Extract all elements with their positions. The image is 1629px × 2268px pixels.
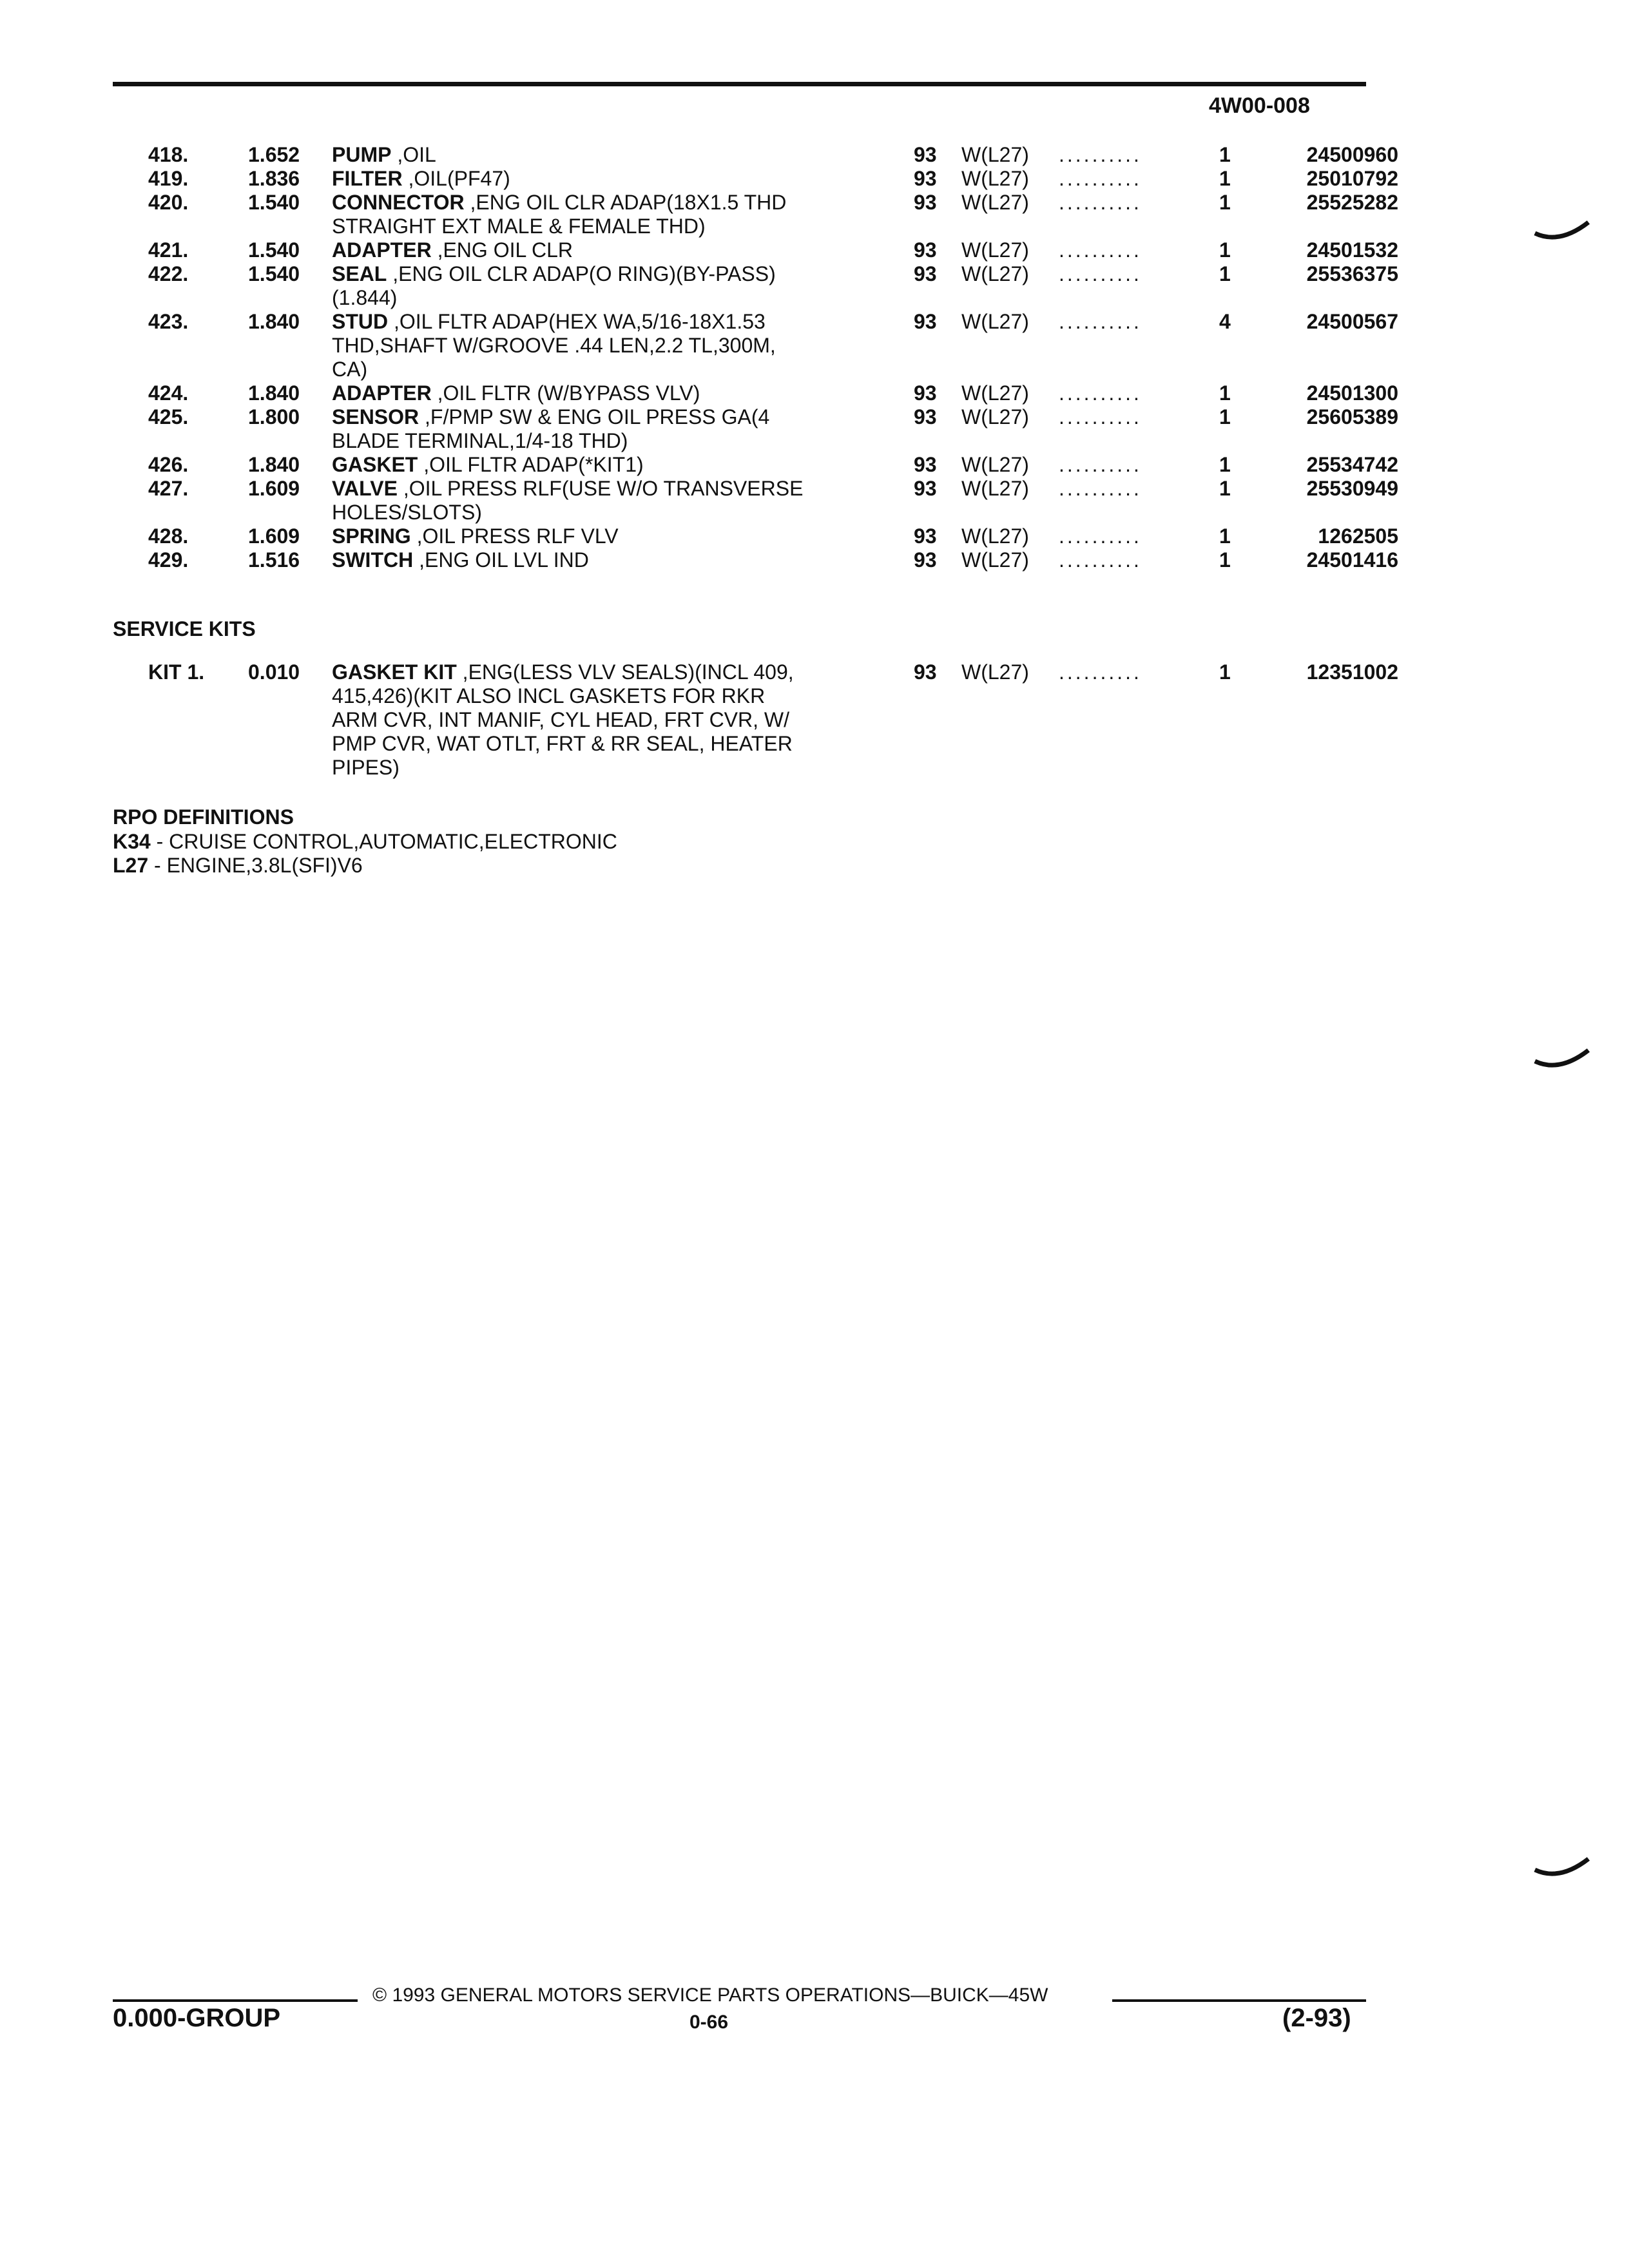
part-description bbox=[332, 524, 976, 548]
part-row bbox=[113, 524, 1398, 548]
part-row bbox=[113, 167, 1398, 191]
leader-dots: .......... bbox=[1059, 548, 1142, 572]
part-row bbox=[113, 405, 1398, 453]
part-name: FILTER bbox=[332, 167, 403, 190]
parts-list bbox=[113, 143, 1398, 572]
part-row bbox=[113, 477, 1398, 524]
usage-code: W(L27) bbox=[961, 167, 1029, 190]
part-detail: ,F/PMP SW & ENG OIL PRESS GA(4 BLADE TERMINAL,1/4-18 THD) bbox=[332, 405, 770, 452]
part-number: 25536375 bbox=[1306, 262, 1398, 285]
illustration-number: 1.836 bbox=[248, 167, 300, 190]
part-row bbox=[113, 548, 1398, 572]
illustration-number: 1.540 bbox=[248, 238, 300, 262]
item-number: 419. bbox=[148, 167, 189, 190]
part-description bbox=[332, 405, 976, 453]
part-name: SENSOR bbox=[332, 405, 419, 428]
part-row bbox=[113, 191, 1398, 238]
quantity: 1 bbox=[1219, 524, 1231, 548]
illustration-number: 0.010 bbox=[248, 660, 300, 684]
usage-code: W(L27) bbox=[961, 405, 1029, 428]
leader-dots: .......... bbox=[1059, 453, 1142, 476]
leader-dots: .......... bbox=[1059, 310, 1142, 333]
rpo-definition bbox=[113, 830, 617, 854]
quantity: 1 bbox=[1219, 453, 1231, 476]
rpo-code: L27 bbox=[113, 854, 149, 877]
rpo-text: - ENGINE,3.8L(SFI)V6 bbox=[148, 854, 363, 877]
part-row bbox=[113, 381, 1398, 405]
item-number: 422. bbox=[148, 262, 189, 285]
part-number: 25010792 bbox=[1306, 167, 1398, 190]
part-description bbox=[332, 660, 976, 780]
page-code: 4W00-008 bbox=[1209, 93, 1310, 118]
usage-code: W(L27) bbox=[961, 238, 1029, 262]
rpo-text: - CRUISE CONTROL,AUTOMATIC,ELECTRONIC bbox=[150, 830, 617, 853]
quantity: 1 bbox=[1219, 548, 1231, 572]
leader-dots: .......... bbox=[1059, 143, 1142, 166]
copyright-notice: © 1993 GENERAL MOTORS SERVICE PARTS OPERATIONS—BUICK—45W bbox=[372, 1984, 1048, 2006]
part-description bbox=[332, 167, 976, 191]
part-name: SWITCH bbox=[332, 548, 414, 572]
model-year: 93 bbox=[914, 238, 937, 262]
item-number: 427. bbox=[148, 477, 189, 500]
part-name: SPRING bbox=[332, 524, 411, 548]
part-detail: ,ENG(LESS VLV SEALS)(INCL 409, 415,426)(KIT ALSO INCL GASKETS FOR RKR ARM CVR, INT MANIF, CYL HEAD, FRT CVR, W/ PMP CVR, WAT OTLT, FRT & RR SEAL, HEATER PIPES) bbox=[332, 660, 794, 779]
part-number: 1262505 bbox=[1318, 524, 1398, 548]
part-detail: ,OIL PRESS RLF VLV bbox=[410, 524, 619, 548]
service-kits-list bbox=[113, 660, 1398, 780]
model-year: 93 bbox=[914, 548, 937, 572]
usage-code: W(L27) bbox=[961, 262, 1029, 285]
quantity: 1 bbox=[1219, 405, 1231, 428]
rpo-code: K34 bbox=[113, 830, 151, 853]
part-name: PUMP bbox=[332, 143, 392, 166]
illustration-number: 1.540 bbox=[248, 262, 300, 285]
part-detail: ,OIL bbox=[391, 143, 436, 166]
usage-code: W(L27) bbox=[961, 191, 1029, 214]
leader-dots: .......... bbox=[1059, 524, 1142, 548]
quantity: 1 bbox=[1219, 660, 1231, 684]
footer-rule-right bbox=[1112, 1999, 1366, 2002]
part-name: GASKET bbox=[332, 453, 418, 476]
leader-dots: .......... bbox=[1059, 167, 1142, 190]
quantity: 1 bbox=[1219, 262, 1231, 285]
quantity: 1 bbox=[1219, 238, 1231, 262]
illustration-number: 1.840 bbox=[248, 381, 300, 405]
part-description bbox=[332, 191, 976, 238]
part-name: ADAPTER bbox=[332, 381, 432, 405]
quantity: 4 bbox=[1219, 310, 1231, 333]
part-detail: ,OIL FLTR (W/BYPASS VLV) bbox=[431, 381, 700, 405]
quantity: 1 bbox=[1219, 167, 1231, 190]
part-name: GASKET KIT bbox=[332, 660, 457, 684]
part-description bbox=[332, 238, 976, 262]
item-number: KIT 1. bbox=[148, 660, 205, 684]
illustration-number: 1.840 bbox=[248, 310, 300, 333]
model-year: 93 bbox=[914, 143, 937, 166]
part-description bbox=[332, 381, 976, 405]
part-number: 25534742 bbox=[1306, 453, 1398, 476]
usage-code: W(L27) bbox=[961, 660, 1029, 684]
model-year: 93 bbox=[914, 524, 937, 548]
item-number: 426. bbox=[148, 453, 189, 476]
usage-code: W(L27) bbox=[961, 477, 1029, 500]
leader-dots: .......... bbox=[1059, 381, 1142, 405]
part-description bbox=[332, 143, 976, 167]
quantity: 1 bbox=[1219, 477, 1231, 500]
part-number: 25605389 bbox=[1306, 405, 1398, 428]
part-description bbox=[332, 453, 976, 477]
group-label: 0.000-GROUP bbox=[113, 2004, 281, 2032]
part-row bbox=[113, 238, 1398, 262]
binder-tab-mark bbox=[1534, 219, 1592, 245]
service-kits-heading: SERVICE KITS bbox=[113, 617, 256, 640]
usage-code: W(L27) bbox=[961, 524, 1029, 548]
part-number: 25525282 bbox=[1306, 191, 1398, 214]
top-rule bbox=[113, 82, 1366, 86]
part-name: SEAL bbox=[332, 262, 387, 285]
leader-dots: .......... bbox=[1059, 477, 1142, 500]
part-detail: ,OIL FLTR ADAP(HEX WA,5/16-18X1.53 THD,SHAFT W/GROOVE .44 LEN,2.2 TL,300M, CA) bbox=[332, 310, 776, 381]
part-name: VALVE bbox=[332, 477, 398, 500]
binder-tab-mark bbox=[1534, 1856, 1592, 1881]
part-detail: ,ENG OIL CLR ADAP(O RING)(BY-PASS) (1.844) bbox=[332, 262, 776, 309]
item-number: 421. bbox=[148, 238, 189, 262]
page-number: 0-66 bbox=[689, 2012, 729, 2033]
usage-code: W(L27) bbox=[961, 143, 1029, 166]
leader-dots: .......... bbox=[1059, 660, 1142, 684]
item-number: 418. bbox=[148, 143, 189, 166]
part-detail: ,ENG OIL LVL IND bbox=[413, 548, 589, 572]
part-detail: ,OIL PRESS RLF(USE W/O TRANSVERSE HOLES/SLOTS) bbox=[332, 477, 804, 524]
part-number: 24501300 bbox=[1306, 381, 1398, 405]
leader-dots: .......... bbox=[1059, 191, 1142, 214]
illustration-number: 1.540 bbox=[248, 191, 300, 214]
quantity: 1 bbox=[1219, 191, 1231, 214]
usage-code: W(L27) bbox=[961, 453, 1029, 476]
leader-dots: .......... bbox=[1059, 238, 1142, 262]
part-description bbox=[332, 262, 976, 310]
model-year: 93 bbox=[914, 477, 937, 500]
part-name: CONNECTOR bbox=[332, 191, 465, 214]
part-number: 25530949 bbox=[1306, 477, 1398, 500]
part-number: 24500960 bbox=[1306, 143, 1398, 166]
model-year: 93 bbox=[914, 405, 937, 428]
model-year: 93 bbox=[914, 167, 937, 190]
part-row bbox=[113, 262, 1398, 310]
model-year: 93 bbox=[914, 453, 937, 476]
illustration-number: 1.516 bbox=[248, 548, 300, 572]
rpo-definition bbox=[113, 854, 363, 878]
usage-code: W(L27) bbox=[961, 310, 1029, 333]
part-detail: ,ENG OIL CLR bbox=[431, 238, 573, 262]
model-year: 93 bbox=[914, 310, 937, 333]
item-number: 424. bbox=[148, 381, 189, 405]
binder-tab-mark bbox=[1534, 1047, 1592, 1073]
illustration-number: 1.800 bbox=[248, 405, 300, 428]
quantity: 1 bbox=[1219, 143, 1231, 166]
part-row bbox=[113, 453, 1398, 477]
item-number: 429. bbox=[148, 548, 189, 572]
part-row bbox=[113, 143, 1398, 167]
part-name: ADAPTER bbox=[332, 238, 432, 262]
usage-code: W(L27) bbox=[961, 548, 1029, 572]
part-description bbox=[332, 477, 976, 524]
illustration-number: 1.609 bbox=[248, 524, 300, 548]
leader-dots: .......... bbox=[1059, 262, 1142, 285]
part-name: STUD bbox=[332, 310, 389, 333]
illustration-number: 1.609 bbox=[248, 477, 300, 500]
model-year: 93 bbox=[914, 191, 937, 214]
part-number: 24500567 bbox=[1306, 310, 1398, 333]
rpo-definitions-heading: RPO DEFINITIONS bbox=[113, 805, 294, 829]
model-year: 93 bbox=[914, 262, 937, 285]
item-number: 420. bbox=[148, 191, 189, 214]
model-year: 93 bbox=[914, 660, 937, 684]
part-description bbox=[332, 310, 976, 381]
model-year: 93 bbox=[914, 381, 937, 405]
usage-code: W(L27) bbox=[961, 381, 1029, 405]
part-description bbox=[332, 548, 976, 572]
footer-rule-left bbox=[113, 1999, 358, 2002]
part-detail: ,OIL FLTR ADAP(*KIT1) bbox=[418, 453, 644, 476]
quantity: 1 bbox=[1219, 381, 1231, 405]
part-row bbox=[113, 660, 1398, 780]
part-detail: ,OIL(PF47) bbox=[402, 167, 510, 190]
part-row bbox=[113, 310, 1398, 381]
illustration-number: 1.840 bbox=[248, 453, 300, 476]
illustration-number: 1.652 bbox=[248, 143, 300, 166]
item-number: 423. bbox=[148, 310, 189, 333]
item-number: 425. bbox=[148, 405, 189, 428]
part-number: 24501532 bbox=[1306, 238, 1398, 262]
part-number: 24501416 bbox=[1306, 548, 1398, 572]
revision-date: (2-93) bbox=[1282, 2004, 1351, 2032]
leader-dots: .......... bbox=[1059, 405, 1142, 428]
item-number: 428. bbox=[148, 524, 189, 548]
part-detail: ,ENG OIL CLR ADAP(18X1.5 THD STRAIGHT EXT MALE & FEMALE THD) bbox=[332, 191, 787, 238]
part-number: 12351002 bbox=[1306, 660, 1398, 684]
